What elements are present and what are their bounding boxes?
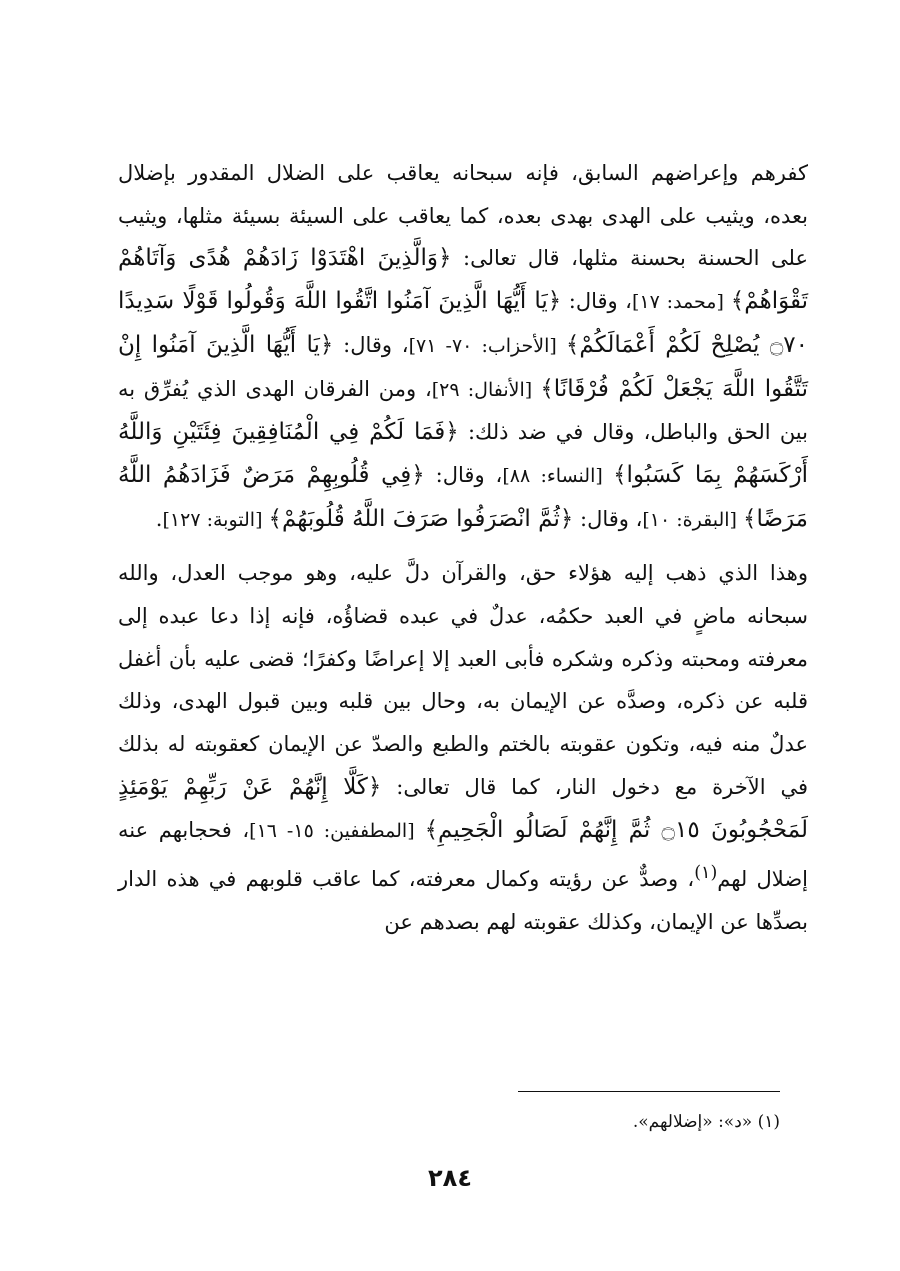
body-text: ، وقال:: [333, 332, 409, 357]
body-text: وهذا الذي ذهب إليه هؤلاء حق، والقرآن دلَّ عليه، وهو موجب العدل، والله سبحانه ماضٍ في العبد حكمُه، عدلٌ في عبده قضاؤُه، فإنه إذا دعا عبده إلى معرفته ومحبته وذكره وشكره فأبى العبد إلا إعراضًا وكفرًا؛ قضى عليه بأن أغفل قلبه عن ذكره، وصدَّه عن الإيمان به، وحال بين قلبه وبين قبول الهدى، وذلك عدلٌ منه فيه، وتكون عقوبته بالختم والطبع والصدّ عن الإيمان كعقوبته له بذلك في الآخرة مع دخول النار، كما قال تعالى:: [118, 561, 808, 799]
body-text: ، وقال:: [573, 506, 643, 531]
quran-verse: ﴿وَالَّذِينَ اهْتَدَوْا زَادَهُمْ هُدًى وَآتَاهُمْ تَقْوَاهُمْ﴾: [118, 245, 809, 315]
quran-verse: ﴿كَلَّا إِنَّهُمْ عَنْ رَبِّهِمْ يَوْمَئِذٍ لَمَحْجُوبُونَ ۝١٥ ثُمَّ إِنَّهُمْ لَصَالُو الْجَحِيمِ﴾: [118, 773, 808, 843]
body-text: .: [155, 506, 163, 531]
verse-reference: [محمد: ١٧]: [631, 291, 731, 314]
body-text: ، وصدٌّ عن رؤيته وكمال معرفته، كما عاقب قلوبهم في هذه الدار بصدِّها عن الإيمان، وكذلك عقوبته لهم بصدهم عن: [118, 867, 808, 934]
paragraph-2: [118, 552, 808, 943]
body-text: ، فحجابهم عنه إضلال لهم: [118, 817, 809, 892]
verse-reference: [التوبة: ١٢٧]: [162, 508, 269, 531]
footnote: (١) «د»: «إضلالهم».: [632, 1112, 780, 1132]
body-text: كفرهم وإعراضهم السابق، فإنه سبحانه يعاقب على الضلال المقدور بإضلال بعده، ويثيب على الهدى بهدى بعده، كما يعاقب على السيئة بسيئة مثلها، ويثيب على الحسنة بحسنة مثلها، قال تعالى:: [118, 161, 809, 271]
page-number: ٢٨٤: [428, 1164, 472, 1192]
verse-reference: [النساء: ٨٨]: [502, 464, 614, 487]
body-text: ، وقال:: [561, 289, 632, 314]
quran-verse: ﴿فَمَا لَكُمْ فِي الْمُنَافِقِينَ فِئَتَيْنِ وَاللَّهُ أَرْكَسَهُمْ بِمَا كَسَبُوا﴾: [118, 419, 808, 488]
verse-reference: [الأحزاب: ٧٠- ٧١]: [408, 334, 566, 357]
verse-reference: [البقرة: ١٠]: [642, 508, 743, 531]
body-text: ، ومن الفرقان الهدى الذي يُفرِّق به بين الحق والباطل، وقال في ضد ذلك:: [118, 376, 808, 445]
main-text: [118, 152, 808, 944]
footnote-separator: [518, 1091, 780, 1092]
paragraph-1: [118, 152, 808, 541]
quran-verse: ﴿فِي قُلُوبِهِمْ مَرَضٌ فَزَادَهُمُ اللَّهُ مَرَضًا﴾: [118, 461, 808, 532]
quran-verse: ﴿يَا أَيُّهَا الَّذِينَ آمَنُوا اتَّقُوا اللَّهَ وَقُولُوا قَوْلًا سَدِيدًا ۝٧٠ يُصْلِحْ لَكُمْ أَعْمَالَكُمْ﴾: [118, 288, 808, 358]
footnote-marker[interactable]: (١): [694, 863, 718, 884]
verse-reference: [المطففين: ١٥- ١٦]: [249, 819, 425, 842]
quran-verse: ﴿يَا أَيُّهَا الَّذِينَ آمَنُوا إِنْ تَتَّقُوا اللَّهَ يَجْعَلْ لَكُمْ فُرْقَانًا﴾: [118, 331, 808, 402]
verse-reference: [الأنفال: ٢٩]: [431, 378, 541, 401]
body-text: ، وقال:: [424, 462, 503, 487]
quran-verse: ﴿ثُمَّ انْصَرَفُوا صَرَفَ اللَّهُ قُلُوبَهُمْ﴾: [268, 505, 574, 532]
